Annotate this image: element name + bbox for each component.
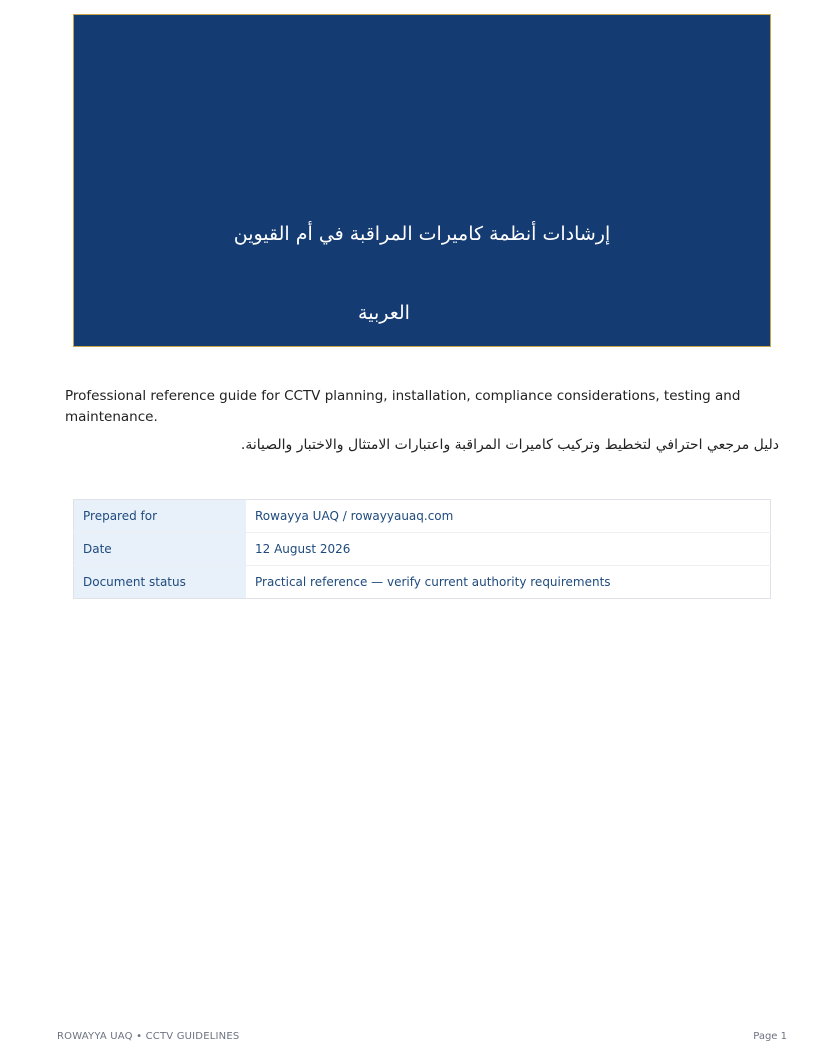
footer-document-label: ROWAYYA UAQ • CCTV GUIDELINES xyxy=(57,1031,240,1042)
meta-label-prepared-for: Prepared for xyxy=(74,500,247,533)
cover-title: إرشادات أنظمة كاميرات المراقبة في أم القيوين xyxy=(233,223,611,245)
table-row xyxy=(74,566,771,599)
meta-value-date: 12 August 2026 xyxy=(246,533,771,566)
document-meta-table xyxy=(73,499,771,599)
cover-banner xyxy=(73,14,771,347)
meta-label-date: Date xyxy=(74,533,247,566)
footer-page-number: Page 1 xyxy=(753,1031,787,1042)
table-row xyxy=(74,500,771,533)
cover-subtitle: العربية xyxy=(358,302,410,324)
intro-english: Professional reference guide for CCTV planning, installation, compliance considerations, testing and maintenance. xyxy=(65,388,741,425)
meta-label-document-status: Document status xyxy=(74,566,247,599)
intro-arabic: دليل مرجعي احترافي لتخطيط وتركيب كاميرات المراقبة واعتبارات الامتثال والاختبار والصيانة. xyxy=(240,437,779,453)
meta-value-document-status: Practical reference — verify current authority requirements xyxy=(246,566,771,599)
meta-value-prepared-for: Rowayya UAQ / rowayyauaq.com xyxy=(246,500,771,533)
table-row xyxy=(74,533,771,566)
